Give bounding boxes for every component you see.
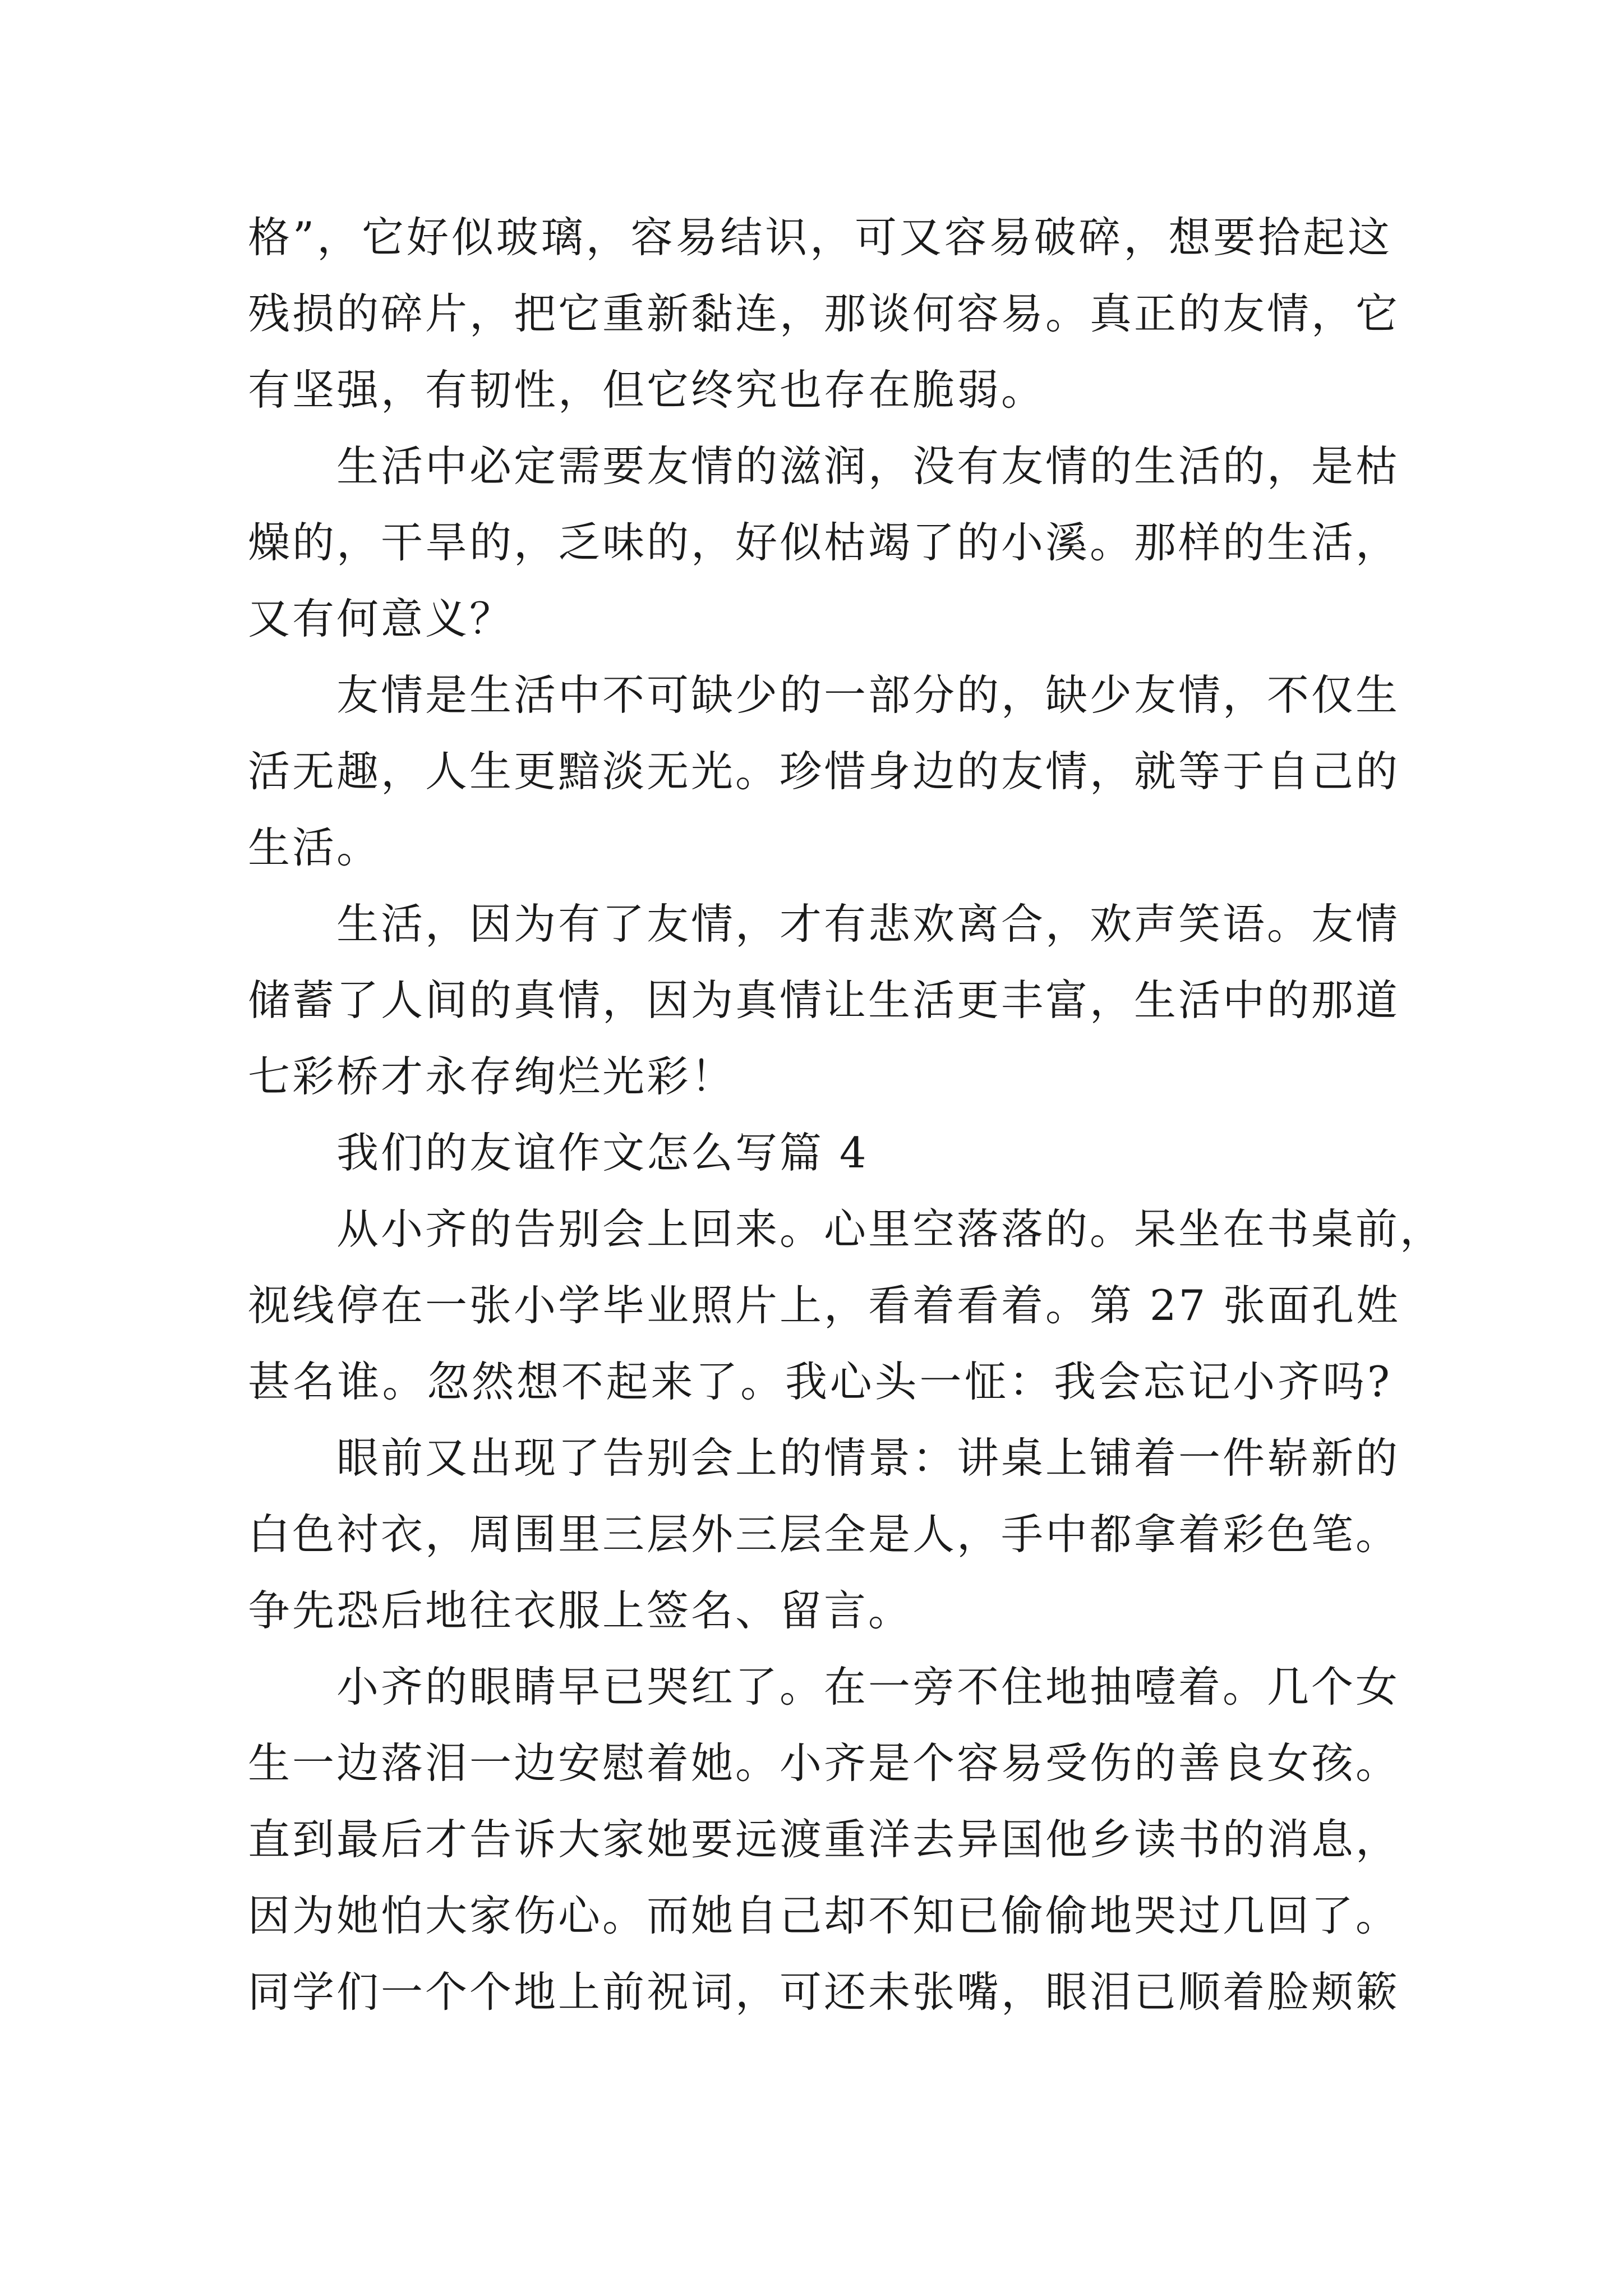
paragraph-first-line: 小齐的眼睛早已哭红了。在一旁不住地抽噎着。几个女 — [336, 1662, 1400, 1711]
paragraph-first-line: 从小齐的告别会上回来。心里空落落的。呆坐在书桌前， — [336, 1204, 1445, 1254]
text-line: 燥的，干旱的，乏味的，好似枯竭了的小溪。那样的生活， — [248, 518, 1400, 567]
text-line: 甚名谁。忽然想不起来了。我心头一怔：我会忘记小齐吗? — [248, 1357, 1392, 1406]
text-line: 有坚强，有韧性，但它终究也存在脆弱。 — [248, 365, 1046, 415]
text-line: 白色衬衣，周围里三层外三层全是人，手中都拿着彩色笔。 — [248, 1510, 1400, 1559]
text-line: 七彩桥才永存绚烂光彩！ — [248, 1052, 736, 1101]
text-line: 又有何意义？ — [248, 594, 514, 643]
paragraph-first-line: 友情是生活中不可缺少的一部分的，缺少友情，不仅生 — [336, 670, 1400, 720]
text-line: 因为她怕大家伤心。而她自己却不知已偷偷地哭过几回了。 — [248, 1891, 1400, 1940]
section-heading: 我们的友谊作文怎么写篇 4 — [336, 1128, 869, 1177]
paragraph-first-line: 生活中必定需要友情的滋润，没有友情的生活的，是枯 — [336, 441, 1400, 491]
text-line: 争先恐后地往衣服上签名、留言。 — [248, 1586, 913, 1635]
text-line: 残损的碎片，把它重新黏连，那谈何容易。真正的友情，它 — [248, 289, 1400, 338]
text-line: 生活。 — [248, 823, 381, 872]
text-line: 格”，它好似玻璃，容易结识，可又容易破碎，想要拾起这 — [248, 213, 1392, 262]
text-line: 活无趣，人生更黯淡无光。珍惜身边的友情，就等于自己的 — [248, 747, 1400, 796]
text-line: 直到最后才告诉大家她要远渡重洋去异国他乡读书的消息， — [248, 1815, 1400, 1864]
paragraph-first-line: 眼前又出现了告别会上的情景：讲桌上铺着一件崭新的 — [336, 1433, 1400, 1483]
text-line: 视线停在一张小学毕业照片上，看着看着。第 27 张面孔姓 — [248, 1281, 1401, 1330]
text-line: 生一边落泪一边安慰着她。小齐是个容易受伤的善良女孩。 — [248, 1738, 1400, 1788]
body-text — [248, 199, 1445, 2030]
paragraph-first-line: 生活，因为有了友情，才有悲欢离合，欢声笑语。友情 — [336, 899, 1400, 949]
text-line: 储蓄了人间的真情，因为真情让生活更丰富，生活中的那道 — [248, 976, 1400, 1025]
text-line: 同学们一个个地上前祝词，可还未张嘴，眼泪已顺着脸颊簌 — [248, 1967, 1400, 2017]
